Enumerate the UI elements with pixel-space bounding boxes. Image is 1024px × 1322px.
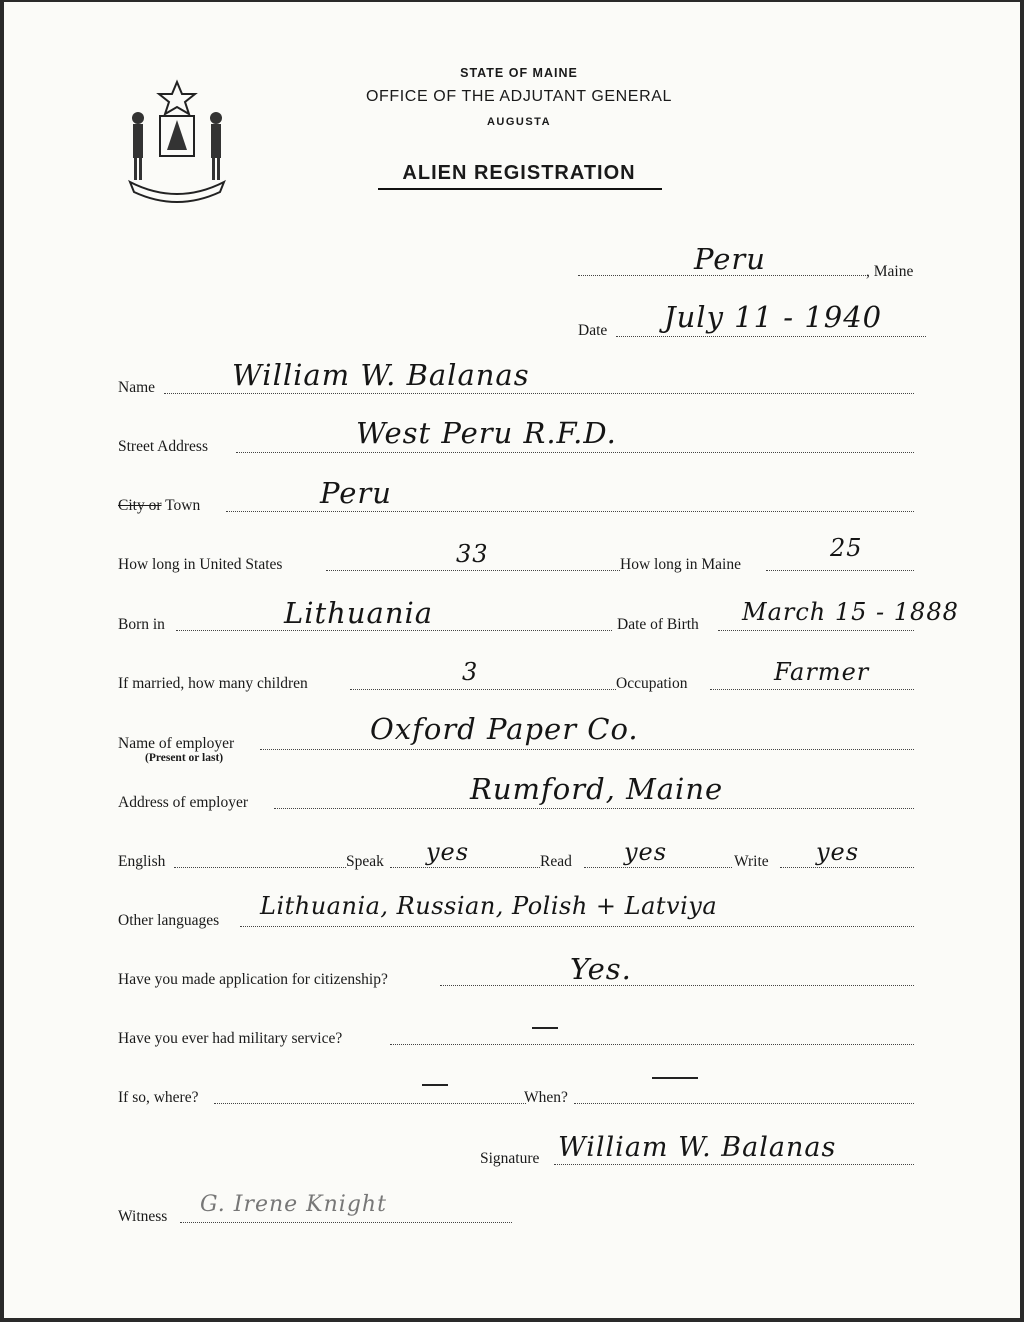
date-value: July 11 - 1940 <box>664 300 883 334</box>
occupation-line <box>710 689 914 690</box>
office-heading: OFFICE OF THE ADJUTANT GENERAL <box>365 88 673 105</box>
military-dash <box>532 1027 558 1029</box>
born-value: Lithuania <box>284 596 434 630</box>
occupation-label: Occupation <box>616 675 688 692</box>
military-label: Have you ever had military service? <box>118 1030 343 1047</box>
employer-address-label: Address of employer <box>118 794 248 811</box>
occupation-value: Farmer <box>774 658 870 686</box>
employer-label: Name of employer <box>118 735 235 752</box>
dob-line <box>718 630 914 631</box>
where-dash <box>422 1084 448 1086</box>
english-label: English <box>118 853 166 870</box>
witness-value: G. Irene Knight <box>200 1192 387 1217</box>
where-line <box>214 1103 526 1104</box>
write-value: yes <box>816 838 860 866</box>
maine-state-seal-icon <box>122 78 232 204</box>
name-label: Name <box>118 379 156 396</box>
city-heading: AUGUSTA <box>486 116 552 128</box>
date-label: Date <box>578 322 608 339</box>
date-line <box>616 336 926 337</box>
town-label-text: Town <box>165 497 201 514</box>
witness-line <box>180 1222 512 1223</box>
years-maine-value: 25 <box>830 534 863 562</box>
when-line <box>574 1103 914 1104</box>
title-underline <box>378 188 662 190</box>
town-value: Peru <box>320 476 392 510</box>
write-label: Write <box>734 853 769 870</box>
signature-value: William W. Balanas <box>558 1132 837 1163</box>
dob-value: March 15 - 1888 <box>742 598 959 626</box>
read-line <box>584 867 732 868</box>
employer-value: Oxford Paper Co. <box>370 712 639 746</box>
employer-line <box>260 749 914 750</box>
town-line <box>226 511 914 512</box>
employer-sublabel: (Present or last) <box>145 752 224 764</box>
street-label: Street Address <box>118 438 208 455</box>
other-languages-line <box>240 926 914 927</box>
years-maine-line <box>766 570 914 571</box>
when-dash <box>652 1077 698 1079</box>
signature-line <box>554 1164 914 1165</box>
citizenship-value: Yes. <box>570 952 632 986</box>
signature-label: Signature <box>480 1150 540 1167</box>
place-label: , Maine <box>866 263 914 280</box>
children-label: If married, how many children <box>118 675 308 692</box>
where-label: If so, where? <box>118 1089 199 1106</box>
dob-label: Date of Birth <box>617 616 699 633</box>
speak-value: yes <box>426 838 470 866</box>
name-line <box>164 393 914 394</box>
street-line <box>236 452 914 453</box>
employer-address-value: Rumford, Maine <box>470 772 724 806</box>
other-languages-label: Other languages <box>118 912 220 929</box>
name-value: William W. Balanas <box>232 358 530 392</box>
registration-form-sheet <box>4 2 1020 1318</box>
town-label <box>118 497 200 515</box>
speak-label: Speak <box>346 853 384 870</box>
form-title: ALIEN REGISTRATION <box>402 162 636 184</box>
children-line <box>350 689 616 690</box>
when-label: When? <box>524 1089 568 1106</box>
citizenship-label: Have you made application for citizenship? <box>118 971 388 988</box>
years-us-line <box>326 570 620 571</box>
employer-address-line <box>274 808 914 809</box>
born-label: Born in <box>118 616 165 633</box>
town-label-struck: City or <box>118 497 162 514</box>
born-line <box>176 630 612 631</box>
military-line <box>390 1044 914 1045</box>
place-value: Peru <box>694 242 766 276</box>
years-us-label: How long in United States <box>118 556 283 573</box>
read-label: Read <box>540 853 572 870</box>
speak-line <box>390 867 540 868</box>
write-line <box>780 867 914 868</box>
state-heading: STATE OF MAINE <box>460 66 578 80</box>
citizenship-line <box>440 985 914 986</box>
english-line <box>174 867 346 868</box>
children-value: 3 <box>462 658 479 686</box>
years-maine-label: How long in Maine <box>620 556 741 573</box>
other-languages-value: Lithuania, Russian, Polish + Latviya <box>260 892 718 920</box>
witness-label: Witness <box>118 1208 168 1225</box>
read-value: yes <box>624 838 668 866</box>
years-us-value: 33 <box>456 540 489 568</box>
street-value: West Peru R.F.D. <box>356 416 617 450</box>
